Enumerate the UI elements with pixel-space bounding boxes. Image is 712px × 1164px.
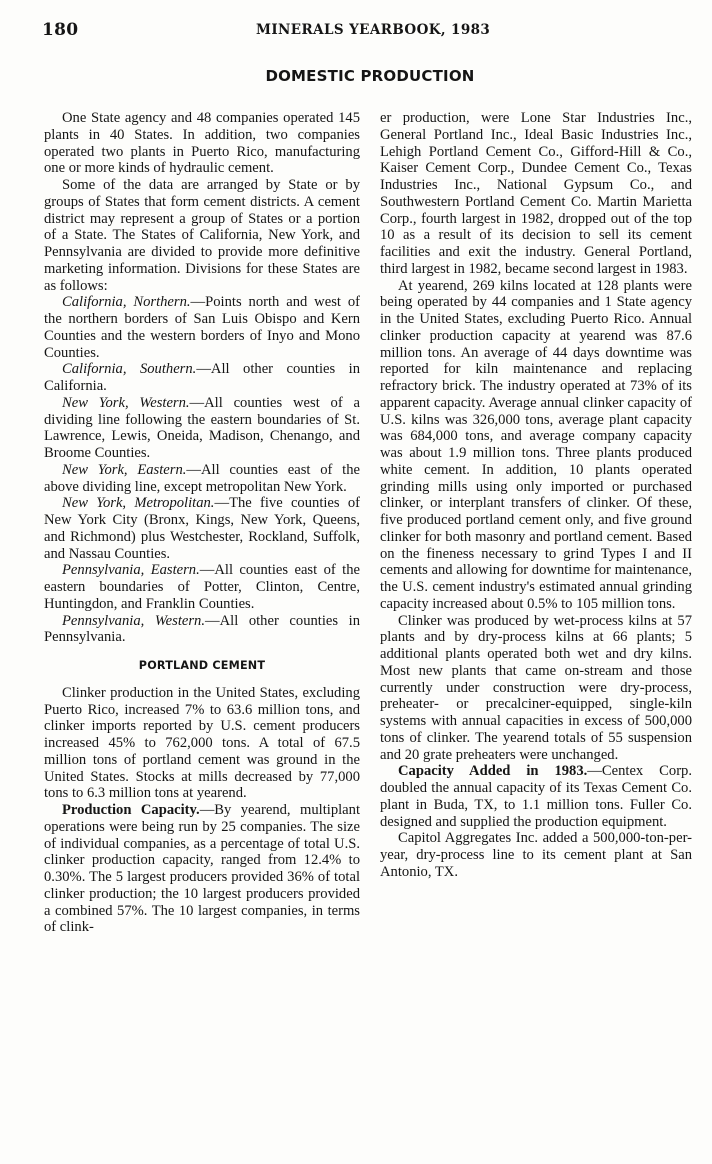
- paragraph: Some of the data are arranged by State or by groups of States that form cement districts. A cement district may represent a group of States or a portion of a State. The States of California, New York, and Pennsylvania are divided to provide more definitive marketing information. Divisions for these States are as follows:: [44, 177, 360, 294]
- district-name: California, Northern.: [62, 294, 191, 311]
- subsection-heading: PORTLAND CEMENT: [138, 659, 266, 672]
- district-name: New York, Eastern.: [62, 461, 187, 478]
- district-name: Pennsylvania, Eastern.: [62, 562, 200, 579]
- page-number: 180: [42, 20, 79, 40]
- district-description: —All counties west of a dividing line following the eastern boundaries of St. Lawrence, Lewis, Oneida, Madison, Chenango, and Broome Counties.: [44, 394, 360, 461]
- paragraph: Capitol Aggregates Inc. added a 500,000-ton-per-year, dry-process line to its cement plant at San Antonio, TX.: [380, 830, 692, 880]
- right-column: [380, 110, 692, 881]
- paragraph: Clinker production in the United States, excluding Puerto Rico, increased 7% to 63.6 million tons, and clinker imports reported by U.S. cement producers increased 45% to 762,000 tons. A total of 67.5 million tons of portland cement was ground in the United States. Stocks at mills decreased by 77,000 tons to 6.3 million tons at yearend.: [44, 684, 360, 802]
- district-description: —All counties east of the above dividing line, except metropolitan New York.: [44, 461, 360, 495]
- district-description: —Points north and west of the northern borders of San Luis Obispo and Kern Counties and the western borders of Inyo and Mono Counties.: [44, 294, 360, 361]
- paragraph-continuation: er production, were Lone Star Industries Inc., General Portland Inc., Ideal Basic Industries Inc., Lehigh Portland Cement Co., Gifford-Hill & Co., Kaiser Cement Corp., Dundee Cement Co., Texas Industries Inc., National Gypsum Co., and Southwestern Portland Cement Co. Martin Marietta Corp., fourth largest in 1982, dropped out of the top 10 as a result of its decision to sell its cement facilities and exit the industry. General Portland, third largest in 1982, became second largest in 1983.: [380, 110, 692, 277]
- run-in-heading: Capacity Added in 1983.: [398, 763, 588, 780]
- district-entry: [44, 562, 360, 612]
- paragraph-text: —Centex Corp. doubled the annual capacity of its Texas Cement Co. plant in Buda, TX, to 1.1 million tons. Fuller Co. designed and supplied the production equipment.: [380, 763, 692, 830]
- district-entry: [44, 395, 360, 462]
- district-description: —All other counties in Pennsylvania.: [44, 612, 360, 646]
- district-entry: [44, 361, 360, 395]
- paragraph: Clinker was produced by wet-process kilns at 57 plants and by dry-process kilns at 66 plants; 5 additional plants operated both wet and dry kilns. Most new plants that came on-stream and those currently under construction were dry-process, preheater- or precalciner-equipped, single-kiln systems with annual capacities in excess of 500,000 tons of clinker. The yearend totals of 55 suspension and 20 grate preheaters were unchanged.: [380, 612, 692, 763]
- district-name: New York, Metropolitan.: [62, 495, 215, 512]
- district-description: —All other counties in California.: [44, 361, 360, 394]
- paragraph: [380, 763, 692, 830]
- paragraph: [44, 802, 360, 936]
- running-header: MINERALS YEARBOOK, 1983: [256, 22, 491, 38]
- run-in-heading: Production Capacity.: [62, 802, 200, 818]
- district-description: —The five counties of New York City (Bronx, Kings, New York, Queens, and Richmond) plus Westchester, Rockland, Suffolk, and Nassau Counties.: [44, 495, 360, 562]
- paragraph-text: —By yearend, multiplant operations were being run by 25 companies. The size of individual companies, as a percentage of total U.S. clinker production capacity, ranged from 12.4% to 0.30%. The 5 largest producers provided 36% of total clinker production; the 10 largest producers provided a combined 57%. The 10 largest companies, in terms of clink-: [44, 802, 360, 936]
- paragraph: At yearend, 269 kilns located at 128 plants were being operated by 44 companies and 1 State agency in the United States, excluding Puerto Rico. Annual clinker production capacity at yearend was 87.6 million tons. An average of 44 days downtime was reported for kiln maintenance and replacing refractory brick. The industry operated at 73% of its apparent capacity. Average annual clinker capacity of U.S. kilns was 326,000 tons, average plant capacity was 684,000 tons, and average company capacity was about 1.9 million tons. Three plants produced white cement. In addition, 10 plants operated grinding mills using only imported or purchased clinker, or interplant transfers of clinker. Of these, five produced portland cement only, and five ground clinker for both masonry and portland cement. Based on the fineness necessary to grind Types I and II cements and allowing for downtime for maintenance, the U.S. cement industry's estimated annual grinding capacity increased about 0.5% to 105 million tons.: [380, 277, 692, 612]
- district-name: California, Southern.: [62, 361, 197, 378]
- district-name: Pennsylvania, Western.: [62, 612, 205, 629]
- district-entry: [44, 462, 360, 496]
- paragraph: One State agency and 48 companies operated 145 plants in 40 States. In addition, two companies operated two plants in Puerto Rico, manufacturing one or more kinds of hydraulic cement.: [44, 110, 360, 177]
- section-title: DOMESTIC PRODUCTION: [265, 67, 475, 85]
- district-entry: [44, 495, 360, 562]
- left-column: [44, 110, 360, 936]
- district-entry: [44, 613, 360, 647]
- district-entry: [44, 294, 360, 361]
- district-description: —All counties east of the eastern boundaries of Potter, Clinton, Centre, Huntingdon, and Franklin Counties.: [44, 562, 360, 612]
- district-name: New York, Western.: [62, 394, 190, 411]
